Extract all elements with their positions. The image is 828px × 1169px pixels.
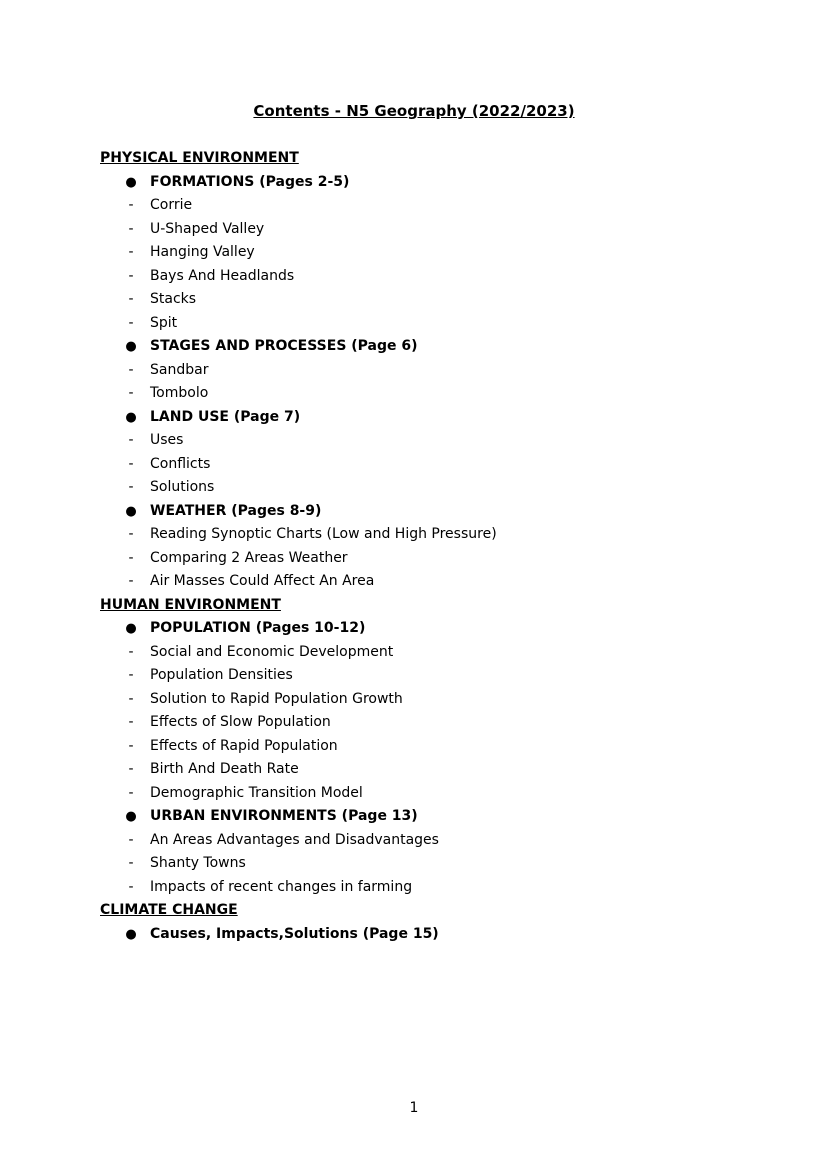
- list-item: [100, 641, 800, 665]
- list-item-label: Birth And Death Rate: [150, 761, 299, 777]
- dash-icon: -: [128, 526, 134, 542]
- topic-heading: [100, 923, 800, 947]
- dash-icon: -: [128, 737, 134, 754]
- dash-icon: -: [128, 361, 134, 378]
- list-item-label: Tombolo: [150, 385, 209, 401]
- dash-icon: -: [128, 549, 134, 566]
- topic-heading-label: STAGES AND PROCESSES (Page 6): [150, 338, 418, 354]
- dash-icon: -: [128, 690, 134, 707]
- bullet-icon: ●: [125, 926, 137, 942]
- bullet-icon: ●: [125, 621, 137, 636]
- dash-icon: -: [128, 831, 134, 848]
- topic-heading: [100, 805, 800, 829]
- section: [100, 147, 800, 594]
- list-item: [100, 194, 800, 218]
- topic-heading: [100, 617, 800, 641]
- bullet-icon: ●: [125, 339, 137, 354]
- list-item: [100, 523, 800, 547]
- topic-group: [100, 805, 800, 899]
- list-item-label: U-Shaped Valley: [150, 220, 265, 237]
- list-item: [100, 852, 800, 876]
- section: [100, 594, 800, 900]
- dash-icon: -: [128, 878, 134, 895]
- section-heading: HUMAN ENVIRONMENT: [100, 596, 281, 613]
- topic-heading-label: Causes, Impacts,Solutions (Page 15): [150, 925, 439, 942]
- list-item-label: Stacks: [150, 291, 197, 307]
- dash-icon: -: [128, 291, 134, 307]
- list-item: [100, 312, 800, 336]
- topic-heading-label: FORMATIONS (Pages 2-5): [150, 173, 350, 190]
- list-item-label: Corrie: [150, 197, 193, 213]
- topic-heading: [100, 335, 800, 359]
- list-item: [100, 453, 800, 477]
- list-item: [100, 288, 800, 312]
- list-item: [100, 735, 800, 759]
- dash-icon: -: [128, 197, 134, 213]
- list-item: [100, 711, 800, 735]
- document-title: Contents - N5 Geography (2022/2023): [253, 102, 575, 120]
- list-item: [100, 782, 800, 806]
- topic-heading-label: LAND USE (Page 7): [150, 408, 301, 425]
- topic-group: [100, 406, 800, 500]
- list-item-label: Comparing 2 Areas Weather: [150, 549, 348, 566]
- section-heading: PHYSICAL ENVIRONMENT: [100, 150, 299, 166]
- list-item-label: An Areas Advantages and Disadvantages: [150, 831, 439, 848]
- topic-group: [100, 923, 800, 947]
- bullet-icon: ●: [125, 809, 137, 824]
- list-item-label: Reading Synoptic Charts (Low and High Pressure): [150, 526, 497, 542]
- list-item-label: Effects of Slow Population: [150, 714, 331, 730]
- list-item-label: Demographic Transition Model: [150, 784, 363, 801]
- dash-icon: -: [128, 455, 134, 472]
- page-number: 1: [409, 1100, 419, 1116]
- list-item: [100, 382, 800, 406]
- topic-group: [100, 335, 800, 406]
- topic-group: [100, 171, 800, 336]
- dash-icon: -: [128, 667, 134, 683]
- list-item: [100, 758, 800, 782]
- topic-heading: [100, 406, 800, 430]
- section-heading: CLIMATE CHANGE: [100, 902, 238, 918]
- topic-heading: [100, 500, 800, 524]
- list-item: [100, 688, 800, 712]
- list-item-label: Uses: [150, 432, 184, 448]
- list-item: [100, 547, 800, 571]
- topic-heading-label: POPULATION (Pages 10-12): [150, 620, 366, 636]
- list-item-label: Sandbar: [150, 361, 209, 378]
- list-item: [100, 476, 800, 500]
- contents-list: [100, 147, 800, 946]
- dash-icon: -: [128, 267, 134, 284]
- bullet-icon: ●: [125, 174, 137, 190]
- dash-icon: -: [128, 784, 134, 801]
- list-item-label: Bays And Headlands: [150, 267, 295, 284]
- topic-heading-label: URBAN ENVIRONMENTS (Page 13): [150, 808, 418, 824]
- list-item: [100, 218, 800, 242]
- list-item-label: Air Masses Could Affect An Area: [150, 573, 375, 589]
- list-item: [100, 664, 800, 688]
- list-item: [100, 265, 800, 289]
- list-item-label: Impacts of recent changes in farming: [150, 878, 413, 895]
- list-item: [100, 359, 800, 383]
- dash-icon: -: [128, 761, 134, 777]
- topic-heading: [100, 171, 800, 195]
- dash-icon: -: [128, 855, 134, 871]
- list-item: [100, 570, 800, 594]
- list-item-label: Solutions: [150, 479, 215, 495]
- dash-icon: -: [128, 643, 134, 660]
- list-item-label: Shanty Towns: [150, 855, 246, 871]
- list-item-label: Conflicts: [150, 455, 211, 472]
- list-item-label: Effects of Rapid Population: [150, 737, 338, 754]
- dash-icon: -: [128, 479, 134, 495]
- bullet-icon: ●: [125, 409, 137, 425]
- topic-group: [100, 617, 800, 805]
- topic-group: [100, 500, 800, 594]
- dash-icon: -: [128, 314, 134, 331]
- dash-icon: -: [128, 385, 134, 401]
- dash-icon: -: [128, 573, 134, 589]
- list-item: [100, 429, 800, 453]
- list-item-label: Spit: [150, 314, 178, 331]
- list-item-label: Social and Economic Development: [150, 643, 394, 660]
- dash-icon: -: [128, 220, 134, 237]
- section: [100, 899, 800, 946]
- dash-icon: -: [128, 714, 134, 730]
- list-item: [100, 241, 800, 265]
- topic-heading-label: WEATHER (Pages 8-9): [150, 502, 322, 519]
- list-item-label: Population Densities: [150, 667, 293, 683]
- list-item-label: Solution to Rapid Population Growth: [150, 690, 403, 707]
- bullet-icon: ●: [125, 503, 137, 519]
- list-item: [100, 829, 800, 853]
- list-item-label: Hanging Valley: [150, 244, 255, 260]
- dash-icon: -: [128, 244, 134, 260]
- list-item: [100, 876, 800, 900]
- dash-icon: -: [128, 432, 134, 448]
